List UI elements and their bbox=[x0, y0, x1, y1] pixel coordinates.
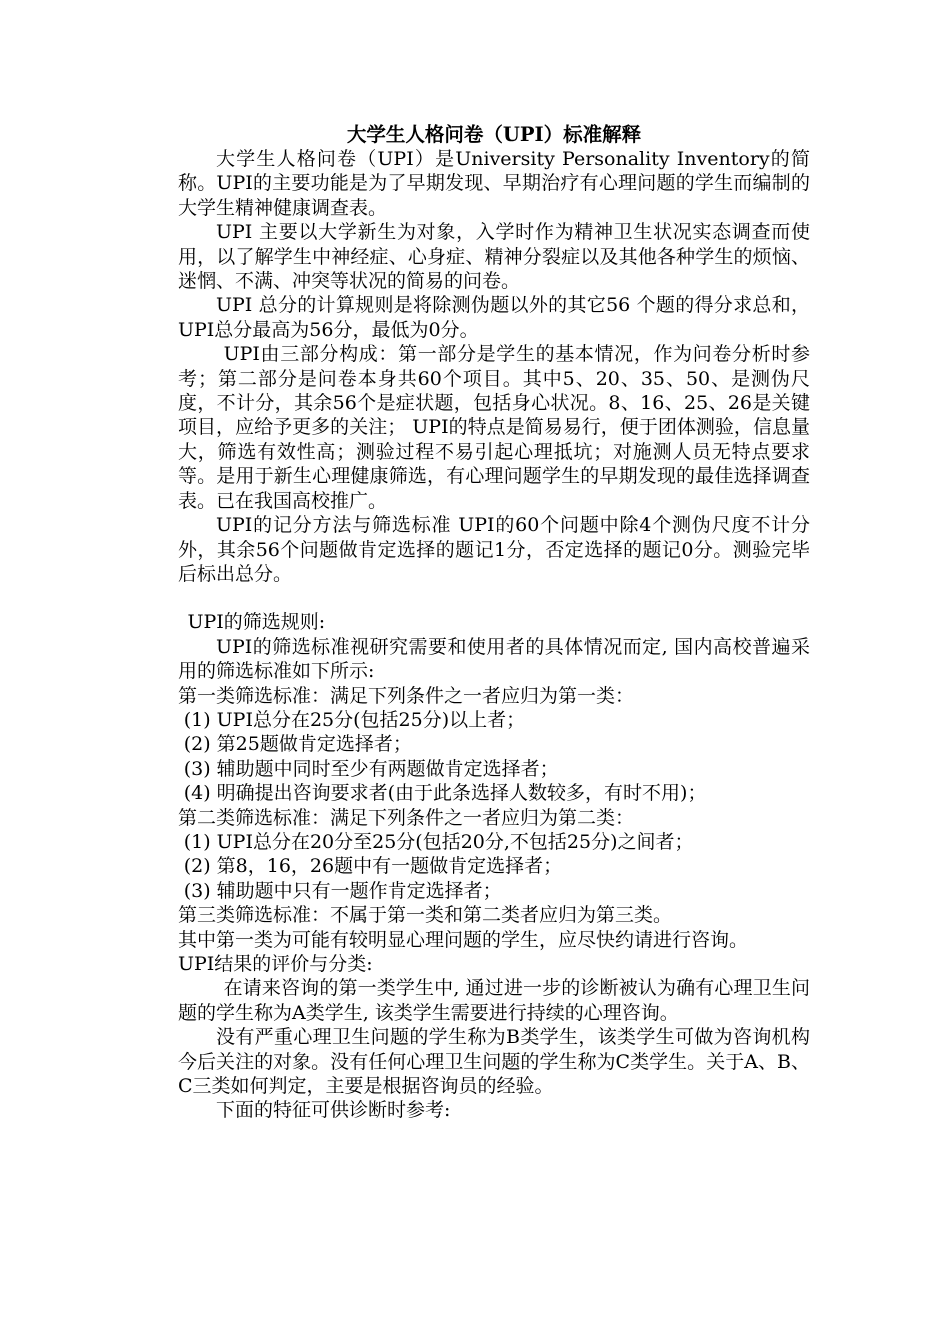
category-1-item: (1) UPI总分在25分(包括25分)以上者； bbox=[183, 708, 526, 731]
paragraph-scoring-method: UPI的记分方法与筛选标准 UPI的60个问题中除4个测伪尺度不计分外，其余56个问题做肯定选择的题记1分，否定选择的题记0分。测验完毕后标出总分。 bbox=[178, 514, 810, 585]
paragraph-intro: 大学生人格问卷（UPI）是University Personality Inventory的简称。UPI的主要功能是为了早期发现、早期治疗有心理问题的学生而编制的大学生精神健康调查表。 bbox=[178, 148, 810, 219]
category-1-item: (4) 明确提出咨询要求者(由于此条选择人数较多，有时不用)； bbox=[183, 782, 707, 805]
paragraph-target-group: UPI 主要以大学新生为对象，入学时作为精神卫生状况实态调查而使用，以了解学生中神经症、心身症、精神分裂症以及其他各种学生的烦恼、迷惘、不满、冲突等状况的简易的问卷。 bbox=[178, 221, 810, 293]
category-1-item: (3) 辅助题中同时至少有两题做肯定选择者； bbox=[183, 757, 559, 780]
evaluation-class-b-c: 没有严重心理卫生问题的学生称为B类学生，该类学生可做为咨询机构今后关注的对象。没有任何心理卫生问题的学生称为C类学生。关于A、B、C三类如何判定，主要是根据咨询员的经验。 bbox=[178, 1026, 810, 1098]
paragraph-structure: UPI由三部分构成：第一部分是学生的基本情况，作为问卷分析时参考；第二部分是问卷本身共60个项目。其中5、20、35、50、是测伪尺度，不计分，其余56个是症状题，包括身心状况。8、16、25、26是关键项目，应给予更多的关注； UPI的特点是简易易行，便于团体测验，信息量大，筛选有效性高；测验过程不易引起心理抵坑；对施测人员无特点要求等。是用于新生心理健康筛选，有心理问题学生的早期发现的最佳选择调查表。已在我国高校推广。 bbox=[178, 343, 810, 512]
evaluation-heading: UPI结果的评价与分类: bbox=[178, 953, 373, 975]
document-title: 大学生人格问卷（UPI）标准解释 bbox=[346, 123, 642, 146]
screening-heading: UPI的筛选规则: bbox=[187, 611, 326, 634]
category-2-label: 第二类筛选标准：满足下列条件之一者应归为第二类： bbox=[178, 806, 635, 829]
category-2-item: (3) 辅助题中只有一题作肯定选择者； bbox=[183, 879, 502, 902]
blank-line bbox=[178, 586, 810, 610]
document-page bbox=[178, 122, 810, 1123]
screening-intro: UPI的筛选标准视研究需要和使用者的具体情况而定, 国内高校普遍采用的筛选标准如下所示: bbox=[178, 635, 810, 683]
category-note: 其中第一类为可能有较明显心理问题的学生，应尽快约请进行咨询。 bbox=[178, 928, 749, 951]
category-3-label: 第三类筛选标准：不属于第一类和第二类者应归为第三类。 bbox=[178, 904, 673, 927]
category-1-label: 第一类筛选标准：满足下列条件之一者应归为第一类： bbox=[178, 684, 635, 707]
category-1-item: (2) 第25题做肯定选择者； bbox=[183, 733, 412, 756]
evaluation-diagnosis-note: 下面的特征可供诊断时参考: bbox=[216, 1099, 451, 1122]
category-2-item: (1) UPI总分在20分至25分(包括20分,不包括25分)之间者； bbox=[183, 830, 694, 853]
evaluation-class-a: 在请来咨询的第一类学生中, 通过进一步的诊断被认为确有心理卫生问题的学生称为A类学生, 该类学生需要进行持续的心理咨询。 bbox=[178, 977, 810, 1024]
category-2-item: (2) 第8，16，26题中有一题做肯定选择者； bbox=[183, 855, 563, 878]
paragraph-scoring-rule: UPI 总分的计算规则是将除测伪题以外的其它56 个题的得分求总和，UPI总分最高为56分，最低为0分。 bbox=[178, 294, 810, 341]
